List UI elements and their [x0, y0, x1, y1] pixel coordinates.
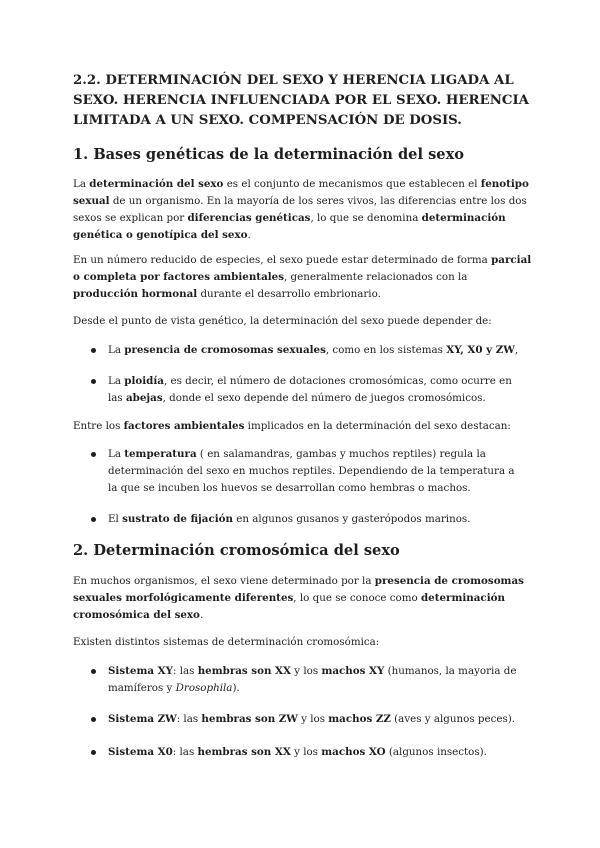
bullet-icon: [91, 517, 96, 522]
list-item: Sistema X0: las hembras son XX y los machos XO (algunos insectos).: [108, 744, 526, 761]
bullet-icon: [91, 669, 96, 674]
section-1-heading: 1. Bases genéticas de la determinación del sexo: [73, 146, 465, 163]
bullet-icon: [91, 379, 96, 384]
section-1-paragraph-2: En un número reducido de especies, el sexo puede estar determinado de forma parcial o completa por factores ambientales, generalmente relacionados con la producción hormonal durante el desarrollo embrionario.: [73, 254, 532, 300]
bullet-icon: [91, 348, 96, 353]
list-item: La temperatura ( en salamandras, gambas y muchos reptiles) regula la determinación del sexo en muchos reptiles. Dependiendo de la temperatura a la que se incuben los huevos se desarrollan como hembras o machos.: [108, 446, 526, 497]
section-1-paragraph-1: La determinación del sexo es el conjunto de mecanismos que establecen el fenotipo sexual de un organismo. En la mayoría de los seres vivos, las diferencias entre los dos sexos se explican por diferencias genéticas, lo que se denomina determinación genética o genotípica del sexo.: [73, 178, 529, 241]
document-title: 2.2. DETERMINACIÓN DEL SEXO Y HERENCIA LIGADA AL SEXO. HERENCIA INFLUENCIADA POR EL SEXO. HERENCIA LIMITADA A UN SEXO. COMPENSACIÓN DE DOSIS.: [73, 73, 530, 128]
section-1-paragraph-4: Entre los factores ambientales implicados en la determinación del sexo destacan:: [73, 420, 511, 432]
section-1-paragraph-3: Desde el punto de vista genético, la determinación del sexo puede depender de:: [73, 315, 492, 327]
list-item: La ploidía, es decir, el número de dotaciones cromosómicas, como ocurre en las abejas, donde el sexo depende del número de juegos cromosómicos.: [108, 373, 526, 407]
section-2-paragraph-2: Existen distintos sistemas de determinación cromosómica:: [73, 636, 380, 648]
list-item: La presencia de cromosomas sexuales, como en los sistemas XY, X0 y ZW,: [108, 342, 526, 359]
list-item: Sistema XY: las hembras son XX y los machos XY (humanos, la mayoria de mamíferos y Drosophila).: [108, 663, 526, 697]
list-item: El sustrato de fijación en algunos gusanos y gasterópodos marinos.: [108, 511, 526, 528]
bullet-icon: [91, 717, 96, 722]
list-item: Sistema ZW: las hembras son ZW y los machos ZZ (aves y algunos peces).: [108, 711, 526, 728]
bullet-icon: [91, 452, 96, 457]
bullet-icon: [91, 750, 96, 755]
section-2-paragraph-1: En muchos organismos, el sexo viene determinado por la presencia de cromosomas sexuales morfológicamente diferentes, lo que se conoce como determinación cromosómica del sexo.: [73, 575, 524, 621]
section-2-heading: 2. Determinación cromosómica del sexo: [73, 542, 400, 559]
